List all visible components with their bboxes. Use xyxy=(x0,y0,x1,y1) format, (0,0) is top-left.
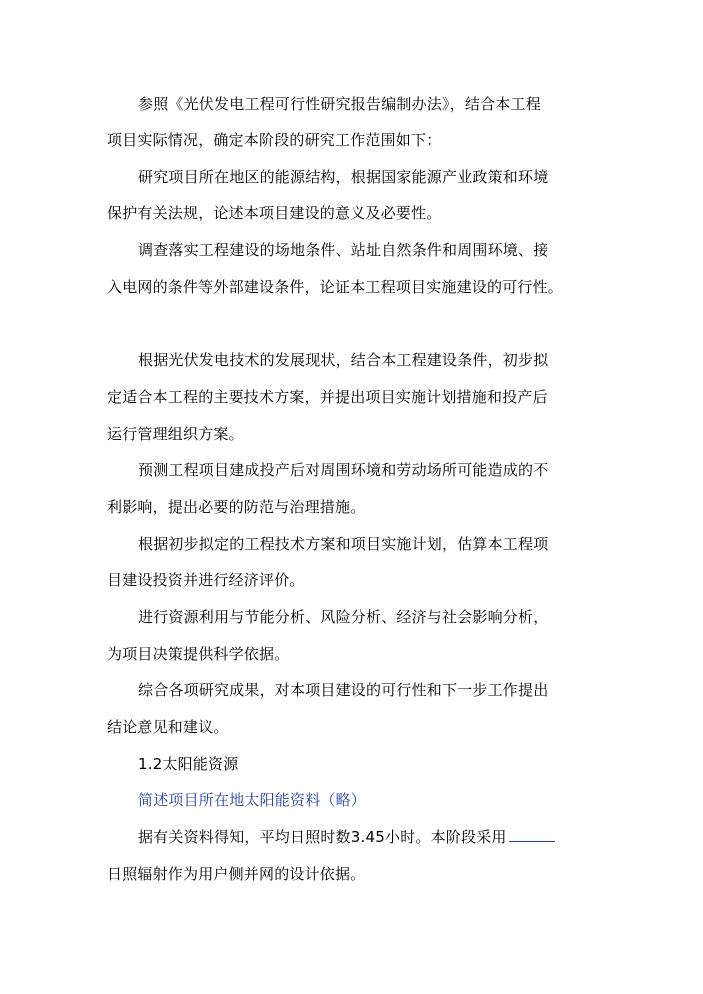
paragraph-technical-plan-line2: 定适合本工程的主要技术方案，并提出项目实施计划措施和投产后 xyxy=(107,388,548,406)
paragraph-energy-structure-line2: 保护有关法规，论述本项目建设的意义及必要性。 xyxy=(107,204,442,222)
paragraph-environment-impact-line2: 利影响，提出必要的防范与治理措施。 xyxy=(107,498,366,516)
paragraph-conclusion-line2: 结论意见和建议。 xyxy=(107,718,229,736)
paragraph-investment-line2: 目建设投资并进行经济评价。 xyxy=(107,571,305,589)
paragraph-technical-plan-line3: 运行管理组织方案。 xyxy=(107,425,244,443)
paragraph-scope-line2: 项目实际情况，确定本阶段的研究工作范围如下： xyxy=(107,131,442,149)
section-heading: 1.2太阳能资源 xyxy=(138,755,239,773)
paragraph-scope-line1: 参照《光伏发电工程可行性研究报告编制办法》，结合本工程 xyxy=(138,95,541,113)
section-subheading: 简述项目所在地太阳能资料（略） xyxy=(138,791,367,809)
paragraph-risk-analysis-line1: 进行资源利用与节能分析、风险分析、经济与社会影响分析， xyxy=(138,608,549,626)
paragraph-site-survey-line2: 入电网的条件等外部建设条件，论证本工程项目实施建设的可行性。 xyxy=(107,278,564,296)
section-body-line1 xyxy=(138,827,555,847)
section-body-text: 据有关资料得知，平均日照时数3.45小时。本阶段采用 xyxy=(138,828,507,846)
paragraph-site-survey-line1: 调查落实工程建设的场地条件、站址自然条件和周围环境、接 xyxy=(138,241,549,259)
paragraph-risk-analysis-line2: 为项目决策提供科学依据。 xyxy=(107,645,290,663)
paragraph-conclusion-line1: 综合各项研究成果，对本项目建设的可行性和下一步工作提出 xyxy=(138,681,549,699)
paragraph-environment-impact-line1: 预测工程项目建成投产后对周围环境和劳动场所可能造成的不 xyxy=(138,461,549,479)
paragraph-technical-plan-line1: 根据光伏发电技术的发展现状，结合本工程建设条件，初步拟 xyxy=(138,351,549,369)
section-body-line2: 日照辐射作为用户侧并网的设计依据。 xyxy=(107,865,366,883)
paragraph-investment-line1: 根据初步拟定的工程技术方案和项目实施计划，估算本工程项 xyxy=(138,535,549,553)
fill-in-blank xyxy=(509,827,555,842)
paragraph-energy-structure-line1: 研究项目所在地区的能源结构，根据国家能源产业政策和环境 xyxy=(138,168,549,186)
